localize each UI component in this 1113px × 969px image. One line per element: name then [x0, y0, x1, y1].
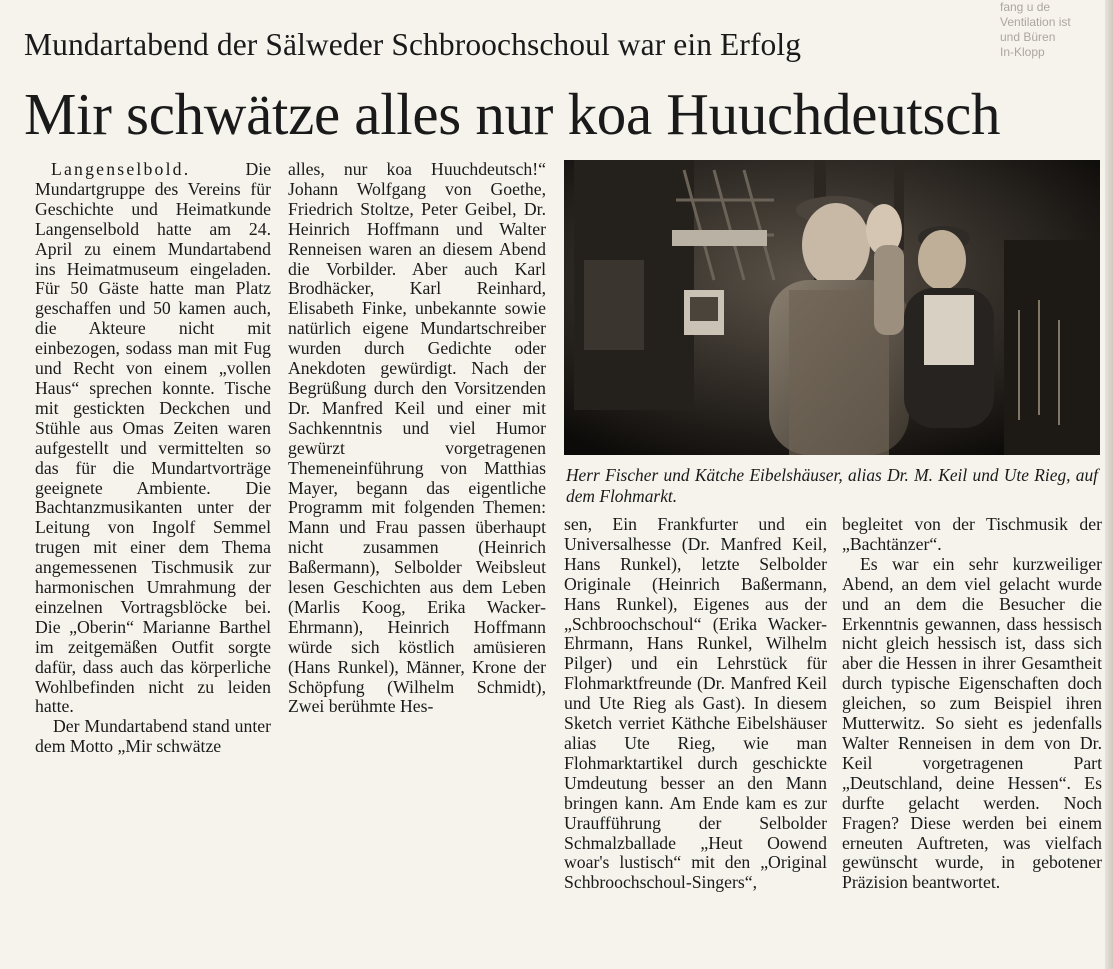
- paragraph: begleitet von der Tischmusik der „Bachtänzer“.: [842, 514, 1102, 554]
- paragraph: sen, Ein Frankfurter und ein Universalhesse (Dr. Manfred Keil, Hans Runkel), letzte Selbolder Originale (Heinrich Baßermann, Hans Runkel), Eigenes aus der „Schbroochschoul“ (Erika Wacker-Ehrmann, Hans Runkel, Wilhelm Pilger) und ein Lehrstück für Flohmarktfreunde (Dr. Manfred Keil und Ute Rieg als Gast). In diesem Sketch verriet Käthche Eibelshäuser alias Ute Rieg, wie man Flohmarktartikel durch geschickte Umdeutung besser an den Mann bringen kann. Am Ende kam es zur Uraufführung der Selbolder Schmalzballade „Heut Oowend woar's lustisch“ mit den „Original Schbroochschoul-Singers“,: [564, 514, 827, 893]
- photo-illustration: [564, 160, 1100, 455]
- bleed-line: Ventilation ist: [1000, 15, 1071, 29]
- text-column-2: [288, 160, 546, 717]
- paragraph: Es war ein sehr kurzweiliger Abend, an dem viel gelacht wurde und an dem die Besucher die Erkenntnis gewannen, dass hessisch nicht gleich hessisch ist, dass sich aber die Hessen in ihrer Gesamtheit durch typische Eigenschaften doch gleichen, so zum Beispiel ihren Mutterwitz. So sieht es jedenfalls Walter Renneisen in dem von Dr. Keil vorgetragenen Part „Deutschland, deine Hessen“. Es durfte gelacht werden. Noch Fragen? Diese werden bei einem erneuten Auftreten, was vielfach gewünscht wurde, in gebotener Präzision beantwortet.: [842, 553, 1102, 893]
- paragraph: [35, 160, 271, 717]
- bleed-line: fang u de: [1000, 0, 1051, 14]
- text-column-4: [842, 515, 1102, 893]
- paragraph-text: Die Mundartgruppe des Vereins für Geschichte und Heimatkunde Langenselbold hatte am 24. April zu einem Mundartabend ins Heimatmuseum eingeladen. Für 50 Gäste hatte man Platz geschaffen und 50 kamen auch, die Akteure nicht mit einbezogen, sodass man mit Fug und Recht von einem „vollen Haus“ sprechen konnte. Tische mit gestickten Deckchen und Stühle aus Omas Zeiten waren aufgestellt und vermittelten so das für die Mundartvorträge geeignete Ambiente. Die Bachtanzmusikanten unter der Leitung von Ingolf Semmel trugen mit einer dem Thema angemessenen Tischmusik zur harmonischen Umrahmung der einzelnen Vortragsblöcke bei. Die „Oberin“ Marianne Barthel im zeitgemäßen Outfit sorgte dafür, dass auch das körperliche Wohlbefinden nicht zu leiden hatte.: [35, 159, 271, 717]
- dateline: Langenselbold.: [51, 159, 191, 179]
- article-headline: Mir schwätze alles nur koa Huuchdeutsch: [24, 81, 1001, 147]
- text-column-3: [564, 515, 827, 893]
- page-edge: [1105, 0, 1113, 969]
- photo-caption: Herr Fischer und Kätche Eibelshäuser, alias Dr. M. Keil und Ute Rieg, auf dem Flohmarkt.: [566, 465, 1098, 506]
- article-photo: [564, 160, 1100, 455]
- paragraph: alles, nur koa Huuchdeutsch!“ Johann Wolfgang von Goethe, Friedrich Stoltze, Peter Geibel, Dr. Heinrich Hoffmann und Walter Renneisen waren an diesem Abend die Vorbilder. Aber auch Karl Brodhäcker, Karl Reinhard, Elisabeth Finke, unbekannte sowie natürlich eigene Mundartschreiber wurden durch Gedichte oder Anekdoten gewürdigt. Nach der Begrüßung durch den Vorsitzenden Dr. Manfred Keil und einer mit Sachkenntnis und viel Humor gewürzt vorgetragenen Themeneinführung von Matthias Mayer, begann das eigentliche Programm mit folgenden Themen: Mann und Frau passen überhaupt nicht zusammen (Heinrich Baßermann), Selbolder Weibsleut lesen Geschichten aus dem Leben (Marlis Koog, Erika Wacker-Ehrmann), Heinrich Hoffmann würde sich köstlich amüsieren (Hans Runkel), Männer, Krone der Schöpfung (Wilhelm Schmidt), Zwei berühmte Hes-: [288, 159, 546, 717]
- bleed-line: In-Klopp: [1000, 45, 1045, 59]
- paragraph: Der Mundartabend stand unter dem Motto „Mir schwätze: [35, 716, 271, 757]
- article-kicker: Mundartabend der Sälweder Schbroochschoul war ein Erfolg: [24, 27, 802, 62]
- bleed-line: und Büren: [1000, 30, 1056, 44]
- text-column-1: [35, 160, 271, 757]
